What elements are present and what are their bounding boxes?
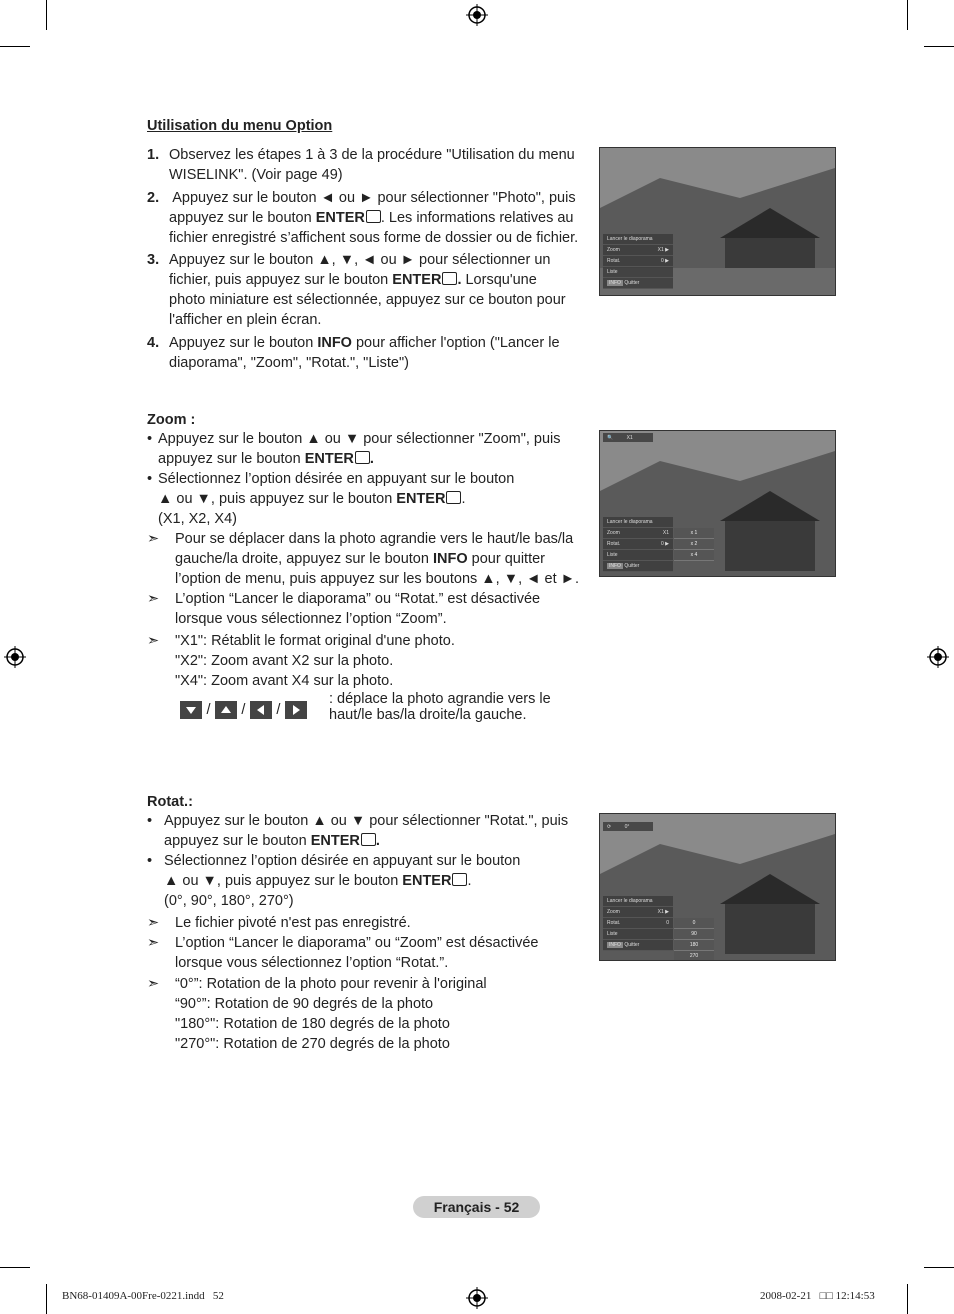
step-2	[147, 188, 592, 248]
down-arrow-icon	[180, 701, 202, 719]
menu-item-liste[interactable]: Liste	[603, 550, 673, 561]
option-menu	[603, 517, 673, 572]
arrow-buttons: / / /	[180, 700, 307, 720]
zoom-submenu	[674, 528, 714, 561]
bullet: • Sélectionnez l’option désirée en appuyant sur le bouton ▲ ou ▼, puis appuyez sur le bouton ENTER . (X1, X2, X4)	[147, 471, 515, 527]
registration-mark-icon	[466, 1287, 488, 1309]
menu-item-zoom[interactable]: Zoom X1 ▶	[603, 245, 673, 256]
up-arrow-icon	[215, 701, 237, 719]
note: ➣ L’option “Lancer le diaporama” ou “Rotat.” est désactivée lorsque vous sélectionnez l’option “Zoom”.	[147, 591, 541, 627]
registration-mark-icon	[927, 646, 949, 668]
step-text: Appuyez sur le bouton ◄ ou ► pour sélectionner "Photo", puis	[169, 190, 576, 206]
magnifier-icon: 🔍	[607, 435, 614, 441]
zoom-option[interactable]: x 2	[674, 539, 714, 550]
tv-screenshot-option-menu	[599, 147, 836, 296]
zoom-heading: Zoom :	[147, 412, 196, 428]
registration-mark-icon	[4, 646, 26, 668]
right-arrow-icon	[285, 701, 307, 719]
note: ➣ L’option “Lancer le diaporama” ou “Zoom” est désactivée lorsque vous sélectionnez l’option “Rotat.”.	[147, 935, 539, 971]
print-filename: BN68-01409A-00Fre-0221.indd 52	[62, 1290, 224, 1302]
crop-mark	[907, 1284, 908, 1314]
rotation-option[interactable]: 90	[674, 929, 714, 940]
zoom-body	[147, 429, 592, 691]
bullet: • Appuyez sur le bouton ▲ ou ▼ pour sélectionner "Rotat.", puis appuyez sur le bouton ENTER .	[147, 813, 569, 849]
zoom-option[interactable]: x 1	[674, 528, 714, 539]
note: ➣ Pour se déplacer dans la photo agrandie vers le haut/le bas/la gauche/la droite, appuyez sur le bouton INFO pour quitter l’option de menu, puis appuyez sur les boutons ▲, ▼, ◄ et ►.	[147, 531, 580, 587]
print-date: 2008-02-21 □□ 12:14:53	[760, 1290, 875, 1302]
note: ➣ Le fichier pivoté n'est pas enregistré.	[147, 915, 411, 931]
enter-icon	[452, 873, 467, 886]
enter-icon	[446, 491, 461, 504]
steps-list	[147, 145, 592, 373]
enter-icon	[361, 833, 376, 846]
menu-footer: INFO Quitter	[603, 278, 673, 289]
crop-mark	[0, 46, 30, 47]
step-number: 4.	[147, 335, 160, 351]
step-number: 3.	[147, 252, 160, 268]
note-arrow-icon: ➣	[147, 915, 160, 931]
rotation-option[interactable]: 270	[674, 951, 714, 961]
menu-footer: INFO Quitter	[603, 940, 673, 951]
step-1	[147, 145, 592, 185]
menu-item-liste[interactable]: Liste	[603, 267, 673, 278]
info-label: INFO	[317, 335, 352, 351]
note-arrow-icon: ➣	[147, 976, 160, 992]
crop-mark	[907, 0, 908, 30]
step-text: Observez les étapes 1 à 3 de la procédure "Utilisation du menu	[169, 147, 575, 163]
menu-item-slideshow[interactable]: Lancer le diaporama	[603, 517, 673, 528]
step-4	[147, 333, 592, 373]
menu-item-zoom[interactable]: Zoom X1 ▶	[603, 907, 673, 918]
note-arrow-icon: ➣	[147, 633, 160, 649]
option-menu	[603, 896, 673, 951]
crop-mark	[0, 1267, 30, 1268]
rotation-option[interactable]: 180	[674, 940, 714, 951]
page-number: Français - 52	[413, 1196, 540, 1218]
note: ➣ “0°”: Rotation de la photo pour revenir à l'original “90°”: Rotation de 90 degrés de la photo "180°": Rotation de 180 degrés de la photo "270°": Rotation de 270 degrés de la photo	[147, 976, 487, 1052]
menu-item-slideshow[interactable]: Lancer le diaporama	[603, 234, 673, 245]
menu-item-rotat[interactable]: Rotat. 0	[603, 918, 673, 929]
step-3	[147, 250, 592, 330]
left-arrow-icon	[250, 701, 272, 719]
menu-footer: INFO Quitter	[603, 561, 673, 572]
step-number: 2.	[147, 190, 160, 206]
rotate-icon: ⟳	[607, 824, 612, 830]
enter-icon	[366, 210, 381, 223]
rotat-heading: Rotat.:	[147, 794, 193, 810]
menu-item-slideshow[interactable]: Lancer le diaporama	[603, 896, 673, 907]
option-menu	[603, 234, 673, 289]
bullet: • Appuyez sur le bouton ▲ ou ▼ pour sélectionner "Zoom", puis appuyez sur le bouton ENTER .	[147, 431, 561, 467]
section-title: Utilisation du menu Option	[147, 118, 333, 134]
menu-item-rotat[interactable]: Rotat. 0 ▶	[603, 539, 673, 550]
note: ➣ "X1": Rétablit le format original d'une photo. "X2": Zoom avant X2 sur la photo. "X4": Zoom avant X4 sur la photo.	[147, 633, 455, 689]
crop-mark	[924, 46, 954, 47]
note-arrow-icon: ➣	[147, 531, 160, 547]
step-text: fichier, puis appuyez sur le bouton ENTER . Lorsqu'une	[169, 272, 537, 288]
crop-mark	[46, 1284, 47, 1314]
zoom-indicator: 🔍 X1	[603, 433, 653, 442]
enter-label: ENTER	[315, 210, 365, 226]
bullet: • Sélectionnez l’option désirée en appuyant sur le bouton ▲ ou ▼, puis appuyez sur le bouton ENTER . (0°, 90°, 180°, 270°)	[147, 853, 521, 909]
tv-screenshot-zoom	[599, 430, 836, 577]
step-text: Appuyez sur le bouton INFO pour afficher l'option ("Lancer le	[169, 335, 560, 351]
tv-screenshot-rotat	[599, 813, 836, 961]
menu-item-zoom[interactable]: Zoom X1	[603, 528, 673, 539]
rotat-body	[147, 811, 592, 1054]
rotation-option[interactable]: 0	[674, 918, 714, 929]
step-text: appuyez sur le bouton ENTER . Les informations relatives au	[169, 210, 574, 226]
menu-item-rotat[interactable]: Rotat. 0 ▶	[603, 256, 673, 267]
step-text: fichier enregistré s’affichent sous forme de dossier ou de fichier.	[169, 230, 579, 246]
registration-mark-icon	[466, 4, 488, 26]
rotation-indicator: ⟳ 0°	[603, 822, 653, 831]
crop-mark	[46, 0, 47, 30]
enter-icon	[355, 451, 370, 464]
enter-icon	[442, 272, 457, 285]
crop-mark	[924, 1267, 954, 1268]
menu-item-liste[interactable]: Liste	[603, 929, 673, 940]
step-text: photo miniature est sélectionnée, appuyez sur ce bouton pour	[169, 292, 566, 308]
step-text: diaporama", "Zoom", "Rotat.", "Liste")	[169, 355, 409, 371]
zoom-option[interactable]: x 4	[674, 550, 714, 561]
step-text: l'afficher en plein écran.	[169, 312, 322, 328]
rotation-submenu	[674, 918, 714, 961]
step-text: Appuyez sur le bouton ▲, ▼, ◄ ou ► pour sélectionner un	[169, 252, 551, 268]
note-arrow-icon: ➣	[147, 591, 160, 607]
step-text: WISELINK". (Voir page 49)	[169, 167, 343, 183]
enter-label: ENTER	[392, 272, 442, 288]
step-number: 1.	[147, 147, 160, 163]
note-arrow-icon: ➣	[147, 935, 160, 951]
arrow-description: : déplace la photo agrandie vers le haut/le bas/la droite/la gauche.	[329, 691, 551, 723]
